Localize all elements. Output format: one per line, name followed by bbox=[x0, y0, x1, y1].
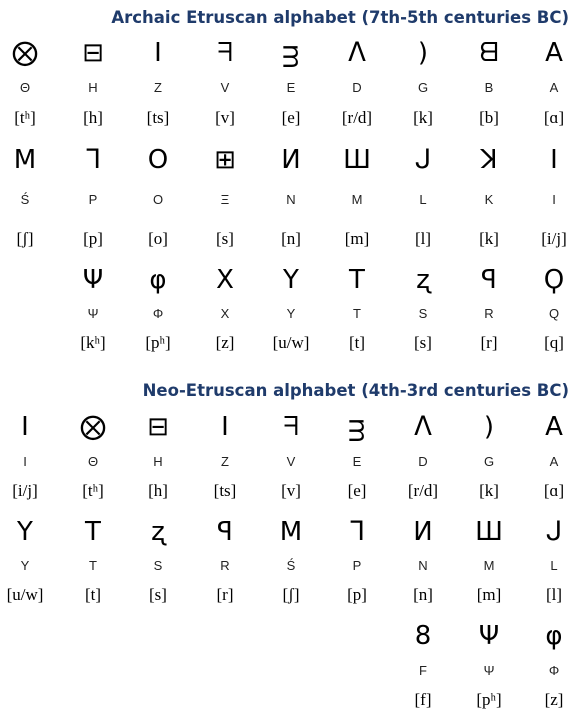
etruscan-letter-glyph: ᐱ bbox=[348, 38, 366, 68]
etruscan-letter-glyph: Y bbox=[17, 517, 33, 547]
latin-transliteration: L bbox=[550, 558, 558, 573]
ipa-pronunciation: [h] bbox=[83, 108, 103, 127]
ipa-pronunciation: [u/w] bbox=[6, 585, 44, 604]
ipa-pronunciation: [p] bbox=[83, 229, 103, 248]
ipa-pronunciation: [t] bbox=[84, 585, 102, 604]
etruscan-letter-glyph: X bbox=[216, 265, 234, 295]
etruscan-letter-glyph: O bbox=[147, 145, 169, 175]
etruscan-letter-glyph: ᗺ bbox=[479, 38, 499, 68]
latin-transliteration: X bbox=[220, 306, 230, 321]
ipa-pronunciation: [h] bbox=[148, 481, 168, 500]
etruscan-letter-glyph: ꟼ bbox=[481, 265, 497, 295]
latin-transliteration: D bbox=[418, 454, 428, 469]
ipa-pronunciation: [q] bbox=[544, 333, 564, 352]
latin-transliteration: H bbox=[88, 80, 98, 95]
ipa-pronunciation: [r] bbox=[480, 333, 498, 352]
ipa-pronunciation: [n] bbox=[281, 229, 301, 248]
latin-transliteration: Θ bbox=[19, 80, 31, 95]
latin-transliteration: G bbox=[483, 454, 495, 469]
ipa-pronunciation: [ʃ] bbox=[16, 229, 34, 248]
latin-transliteration: V bbox=[220, 80, 230, 95]
latin-transliteration: I bbox=[552, 192, 556, 207]
ipa-pronunciation: [ts] bbox=[213, 481, 237, 500]
etruscan-letter-glyph: A bbox=[545, 412, 563, 442]
etruscan-letter-glyph: ᖷ bbox=[283, 412, 299, 442]
latin-transliteration: Θ bbox=[87, 454, 99, 469]
latin-transliteration: Ś bbox=[286, 558, 296, 573]
etruscan-letter-glyph: I bbox=[550, 145, 558, 175]
latin-transliteration: K bbox=[484, 192, 494, 207]
latin-transliteration: Φ bbox=[152, 306, 164, 321]
ipa-pronunciation: [e] bbox=[281, 108, 301, 127]
latin-transliteration: Q bbox=[548, 306, 560, 321]
etruscan-letter-glyph: Ш bbox=[343, 145, 371, 175]
latin-transliteration: A bbox=[549, 454, 559, 469]
latin-transliteration: F bbox=[419, 663, 427, 678]
latin-transliteration: A bbox=[549, 80, 559, 95]
ipa-pronunciation: [k] bbox=[479, 229, 499, 248]
ipa-pronunciation: [u/w] bbox=[272, 333, 310, 352]
etruscan-letter-glyph: ⨂ bbox=[12, 38, 38, 68]
latin-transliteration: S bbox=[153, 558, 163, 573]
latin-transliteration: Y bbox=[20, 558, 30, 573]
etruscan-letter-glyph: И bbox=[281, 145, 301, 175]
etruscan-letter-glyph: Ψ bbox=[82, 265, 104, 295]
etruscan-letter-glyph: M bbox=[279, 517, 303, 547]
ipa-pronunciation: [ʃ] bbox=[282, 585, 300, 604]
ipa-pronunciation: [t] bbox=[348, 333, 366, 352]
archaic-section-title: Archaic Etruscan alphabet (7th-5th centuries BC) bbox=[111, 8, 569, 27]
latin-transliteration: N bbox=[286, 192, 296, 207]
latin-transliteration: H bbox=[153, 454, 163, 469]
ipa-pronunciation: [i/j] bbox=[541, 229, 567, 248]
ipa-pronunciation: [k] bbox=[479, 481, 499, 500]
ipa-pronunciation: [b] bbox=[479, 108, 499, 127]
etruscan-letter-glyph: ᒣ bbox=[349, 517, 365, 547]
ipa-pronunciation: [ɑ] bbox=[543, 481, 565, 500]
etruscan-letter-glyph: Ψ bbox=[478, 621, 500, 651]
ipa-pronunciation: [p] bbox=[347, 585, 367, 604]
etruscan-letter-glyph: Y bbox=[283, 265, 299, 295]
latin-transliteration: O bbox=[152, 192, 164, 207]
ipa-pronunciation: [tʰ] bbox=[82, 481, 104, 500]
ipa-pronunciation: [i/j] bbox=[12, 481, 38, 500]
etruscan-letter-glyph: И bbox=[413, 517, 433, 547]
etruscan-letter-glyph: A bbox=[545, 38, 563, 68]
latin-transliteration: P bbox=[352, 558, 362, 573]
ipa-pronunciation: [kʰ] bbox=[80, 333, 106, 352]
latin-transliteration: V bbox=[286, 454, 296, 469]
latin-transliteration: Z bbox=[221, 454, 229, 469]
etruscan-letter-glyph: ⊟ bbox=[147, 412, 169, 442]
latin-transliteration: Z bbox=[154, 80, 162, 95]
latin-transliteration: Ψ bbox=[87, 306, 99, 321]
ipa-pronunciation: [k] bbox=[413, 108, 433, 127]
etruscan-letter-glyph: φ bbox=[545, 621, 563, 651]
ipa-pronunciation: [s] bbox=[414, 333, 432, 352]
latin-transliteration: S bbox=[418, 306, 428, 321]
latin-transliteration: Φ bbox=[548, 663, 560, 678]
ipa-pronunciation: [s] bbox=[149, 585, 167, 604]
etruscan-letter-glyph: ᐱ bbox=[414, 412, 432, 442]
latin-transliteration: Ś bbox=[20, 192, 30, 207]
etruscan-letter-glyph: ᒣ bbox=[85, 145, 101, 175]
latin-transliteration: B bbox=[484, 80, 494, 95]
etruscan-letter-glyph: ꓘ bbox=[480, 145, 498, 175]
latin-transliteration: R bbox=[220, 558, 230, 573]
ipa-pronunciation: [v] bbox=[215, 108, 235, 127]
latin-transliteration: Y bbox=[286, 306, 296, 321]
latin-transliteration: T bbox=[89, 558, 97, 573]
ipa-pronunciation: [o] bbox=[148, 229, 168, 248]
etruscan-letter-glyph: T bbox=[349, 265, 365, 295]
etruscan-letter-glyph: ᒍ bbox=[545, 517, 563, 547]
ipa-pronunciation: [ɑ] bbox=[543, 108, 565, 127]
ipa-pronunciation: [m] bbox=[344, 229, 370, 248]
etruscan-letter-glyph: ᴟ bbox=[282, 38, 300, 68]
ipa-pronunciation: [ts] bbox=[146, 108, 170, 127]
latin-transliteration: E bbox=[286, 80, 296, 95]
ipa-pronunciation: [s] bbox=[216, 229, 234, 248]
etruscan-letter-glyph: ⊞ bbox=[214, 145, 236, 175]
ipa-pronunciation: [r/d] bbox=[341, 108, 373, 127]
etruscan-letter-glyph: T bbox=[85, 517, 101, 547]
etruscan-letter-glyph: ʐ bbox=[416, 265, 430, 295]
latin-transliteration: M bbox=[483, 558, 495, 573]
ipa-pronunciation: [r] bbox=[216, 585, 234, 604]
ipa-pronunciation: [z] bbox=[215, 333, 235, 352]
ipa-pronunciation: [pʰ] bbox=[145, 333, 171, 352]
ipa-pronunciation: [l] bbox=[545, 585, 563, 604]
ipa-pronunciation: [n] bbox=[413, 585, 433, 604]
latin-transliteration: Ψ bbox=[483, 663, 495, 678]
neo-section-title: Neo-Etruscan alphabet (4th-3rd centuries BC) bbox=[142, 381, 569, 400]
etruscan-letter-glyph: ⊟ bbox=[82, 38, 104, 68]
latin-transliteration: M bbox=[351, 192, 363, 207]
latin-transliteration: E bbox=[352, 454, 362, 469]
latin-transliteration: I bbox=[23, 454, 27, 469]
ipa-pronunciation: [v] bbox=[281, 481, 301, 500]
etruscan-letter-glyph: I bbox=[221, 412, 229, 442]
etruscan-letter-glyph: ᖷ bbox=[217, 38, 233, 68]
etruscan-letter-glyph: Ш bbox=[475, 517, 503, 547]
etruscan-letter-glyph: Ϙ bbox=[543, 265, 565, 295]
latin-transliteration: L bbox=[419, 192, 427, 207]
etruscan-letter-glyph: ) bbox=[417, 38, 429, 68]
latin-transliteration: G bbox=[417, 80, 429, 95]
latin-transliteration: N bbox=[418, 558, 428, 573]
latin-transliteration: R bbox=[484, 306, 494, 321]
etruscan-letter-glyph: I bbox=[154, 38, 162, 68]
etruscan-letter-glyph: ᒍ bbox=[414, 145, 432, 175]
ipa-pronunciation: [r/d] bbox=[407, 481, 439, 500]
etruscan-letter-glyph: I bbox=[21, 412, 29, 442]
etruscan-letter-glyph: 8 bbox=[414, 621, 432, 651]
latin-transliteration: P bbox=[88, 192, 98, 207]
ipa-pronunciation: [z] bbox=[544, 690, 564, 709]
ipa-pronunciation: [tʰ] bbox=[14, 108, 36, 127]
etruscan-letter-glyph: φ bbox=[149, 265, 167, 295]
ipa-pronunciation: [l] bbox=[414, 229, 432, 248]
latin-transliteration: D bbox=[352, 80, 362, 95]
etruscan-letter-glyph: ) bbox=[483, 412, 495, 442]
etruscan-letter-glyph: ʐ bbox=[151, 517, 165, 547]
latin-transliteration: Ξ bbox=[220, 192, 230, 207]
ipa-pronunciation: [m] bbox=[476, 585, 502, 604]
ipa-pronunciation: [f] bbox=[414, 690, 432, 709]
etruscan-letter-glyph: M bbox=[13, 145, 37, 175]
etruscan-letter-glyph: ꟼ bbox=[217, 517, 233, 547]
ipa-pronunciation: [e] bbox=[347, 481, 367, 500]
etruscan-letter-glyph: ⨂ bbox=[80, 412, 106, 442]
ipa-pronunciation: [pʰ] bbox=[476, 690, 502, 709]
latin-transliteration: T bbox=[353, 306, 361, 321]
etruscan-letter-glyph: ᴟ bbox=[348, 412, 366, 442]
